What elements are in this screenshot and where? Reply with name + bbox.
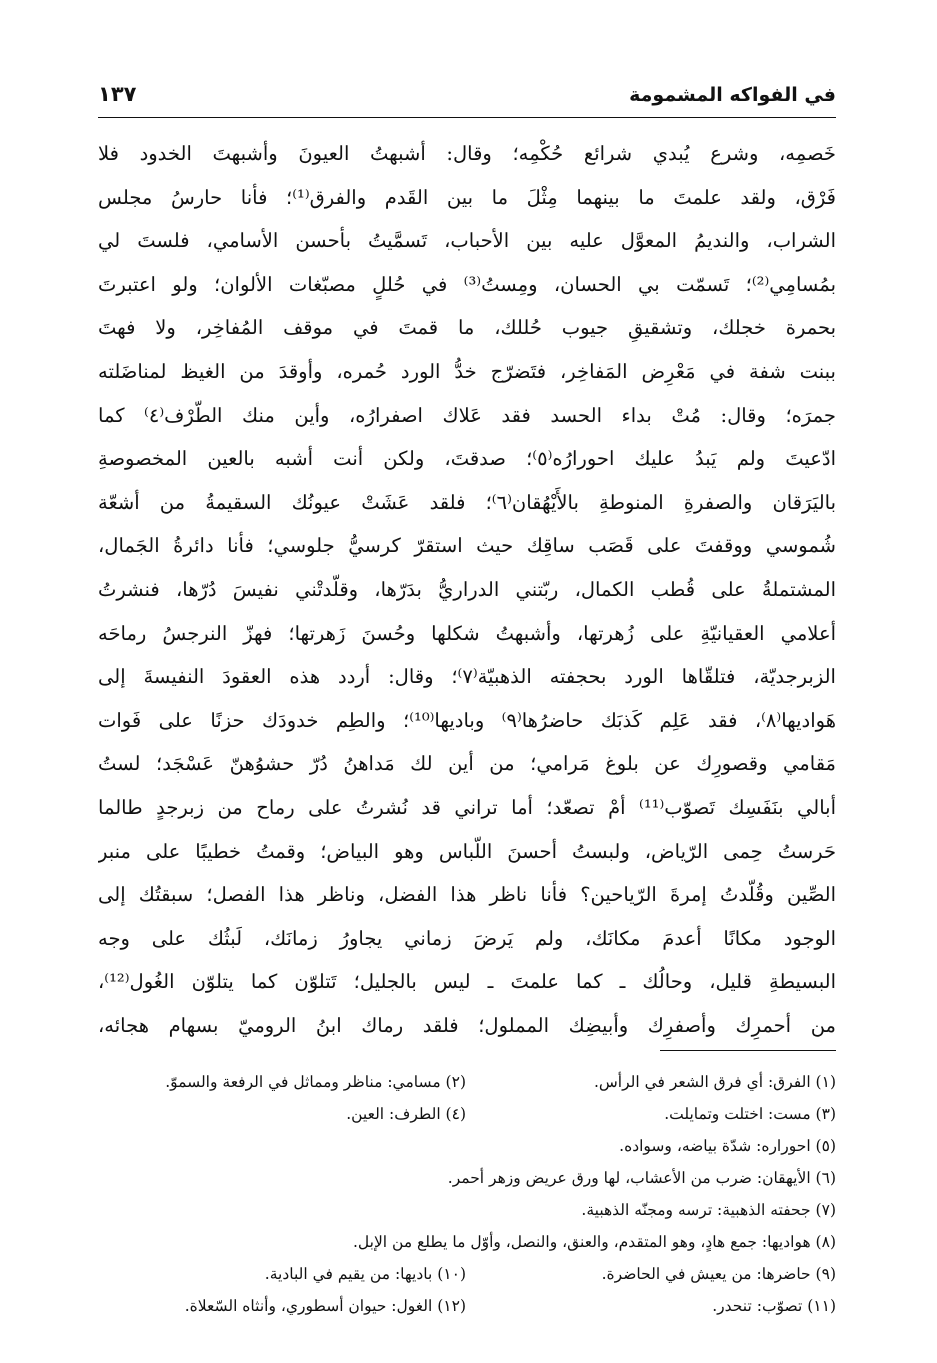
footnote: (٩) حاضرها: من يعيش في الحاضرة. — [601, 1265, 836, 1283]
footnote-rule — [660, 1050, 836, 1051]
text-line: الزبرجديّة، فتلقّاها الورد بحجفته الذهبيّة⁽٧⁾؛ وقال: أردد هذه العقودَ النفيسةَ إلى — [98, 665, 836, 689]
text-line: مَقامي وقصورِك عن بلوغ مَرامي؛ من أين لك مَداهنُ دُرّ حشوُهنّ عَسْجَد؛ لستُ — [98, 752, 836, 776]
text-line: أعلامي العقيانيّةِ على زُهرتها، وأشبهتُ شكلها وحُسنَ زَهرتها؛ فهزّ النرجسُ رماحَه — [98, 621, 836, 645]
text-line: شُموسي ووقفتَ على قَصَب ساقِك حيث استقرّ كرسيُّ جلوسي؛ فأنا دائرةُ الجَمال، — [98, 534, 836, 558]
footnote: (١٠) باديها: من يقيم في البادية. — [264, 1265, 466, 1283]
footnote: (١٢) الغول: حيوان أسطوري، وأنثاه السّعلاة. — [184, 1297, 466, 1315]
footnote-row — [98, 1162, 836, 1194]
text-line: باليَرَقان والصفرةِ المنوطةِ بالأَيْهُقان⁽٦⁾؛ فلقد عَشَتْ عيونُك السقيمةُ من أشعّة — [98, 490, 836, 514]
text-line: فَرْق، ولقد علمتَ ما بينهما مِثْلَ ما بين القَدم والفرق⁽¹⁾؛ فأنا حارسُ مجلس — [98, 185, 836, 209]
footnote: (٢) مسامي: مناظر ومماثل في الرفعة والسموّ. — [165, 1073, 466, 1091]
body-text — [98, 132, 836, 1047]
footnote: (٦) الأيهقان: ضرب من الأعشاب، لها ورق عريض وزهر أحمر. — [447, 1169, 836, 1187]
page-number: ١٣٧ — [98, 82, 137, 106]
text-line: أبالي بنَفَسِك تَصوّب⁽¹¹⁾ أمْ تصعّد؛ أما تراني قد نُشرتُ على رماح من زبرجدٍ طالما — [98, 795, 836, 819]
footnote: (٧) جحفته الذهبية: ترسه ومجنّه الذهبية. — [581, 1201, 836, 1219]
text-line: بحمرة خجلك، وتشقيقِ جيوب حُللك، ما قمتَ في موقف المُفاخِر، ولا فهتَ — [98, 316, 836, 340]
text-line: ادّعيتَ ولم يَبدُ عليك احورارُه⁽٥⁾؛ صدقتَ، ولكن أنت أشبه بالعين المخصوصةِ — [98, 447, 836, 471]
text-line: جمرَه؛ وقال: مُتْ بداء الحسد فقد عَلاك اصفرارُه، وأين منك الطّرْف⁽٤⁾ كما — [98, 403, 836, 427]
footnote-row — [98, 1098, 836, 1130]
footnotes — [98, 1066, 836, 1322]
footnote: (٨) هواديها: جمع هادٍ، وهو المتقدم، والعنق، والنصل، وأوّل ما يطلع من الإبل. — [352, 1233, 836, 1251]
text-line: حَرستُ حِمى الرّياض، ولبستُ أحسنَ اللّباس وهو البياض؛ وقمتُ خطيبًا على منبر — [98, 839, 836, 863]
footnote-row — [98, 1066, 836, 1098]
text-line: من أحمرِك وأصفرِك وأبيضِك المملول؛ فلقد رماك ابنُ الروميّ بسهام هجائه، — [98, 1013, 836, 1037]
footnote: (٥) احوراره: شدّة بياضه، وسواده. — [619, 1137, 836, 1155]
text-line: البسيطةِ قليل، وحالُك ـ كما علمتَ ـ ليس بالجليل؛ تَتلوّن كما يتلوّن الغُول⁽¹²⁾، — [98, 970, 836, 994]
footnote: (١) الفرق: أي فرق الشعر في الرأس. — [593, 1073, 836, 1091]
text-line: بمُسامِي⁽²⁾؛ تَسمّت بي الحسان، ومِستُ⁽³⁾ في حُللٍ مصبّغات الألوان؛ ولو اعتبرتَ — [98, 272, 836, 296]
text-line: الشراب، والنديمُ المعوَّل عليه بين الأحباب، تَسمَّيتُ بأحسن الأسامي، فلستَ لي — [98, 229, 836, 253]
header-rule — [98, 117, 836, 118]
text-line: الصِّين وقُلّدتُ إمرةَ الرّياحين؟ فأنا ناظر هذا الفضل، وناظر هذا الفصل؛ سبقتُك إلى — [98, 883, 836, 907]
text-line: خَصمِه، وشرع يُبدي شرائع حُكْمِه؛ وقال: أشبهتُ العيونَ وأشبهتَ الخدود فلا — [98, 142, 836, 165]
footnote-row — [98, 1194, 836, 1226]
text-line: المشتملةُ على قُطب الكمال، ربّتني الدراريُّ بدَرّها، وقلّدتْني نفيسَ دُرّها، فنشرتُ — [98, 577, 836, 601]
running-title: في الفواكه المشمومة — [629, 84, 836, 106]
text-line: الوجود مكانًا أعدمَ مكانَك، ولم يَرضَ زماني يجاورُ زمانَك، لَبثُك على وجه — [98, 926, 836, 950]
footnote-row — [98, 1226, 836, 1258]
footnote-row — [98, 1130, 836, 1162]
footnote: (٣) مست: اختلت وتمايلت. — [664, 1105, 836, 1123]
footnote-row — [98, 1258, 836, 1290]
footnote-row — [98, 1290, 836, 1322]
text-line: ببنت شفة في مَعْرِض المَفاخِر، فتَضرّج خدُّ الورد حُمره، وأوقدَ من الغيظ لمناضَلته — [98, 359, 836, 383]
footnote: (٤) الطرف: العين. — [346, 1105, 466, 1123]
text-line: هَواديها⁽٨⁾، فقد عَلِم كَذبَك حاضرُها⁽٩⁾ وباديها⁽¹⁰⁾؛ والطِم خدودَك حزنًا على فَوات — [98, 708, 836, 732]
page-header — [98, 78, 836, 114]
footnote: (١١) تصوّب: تنحدر. — [712, 1297, 836, 1315]
